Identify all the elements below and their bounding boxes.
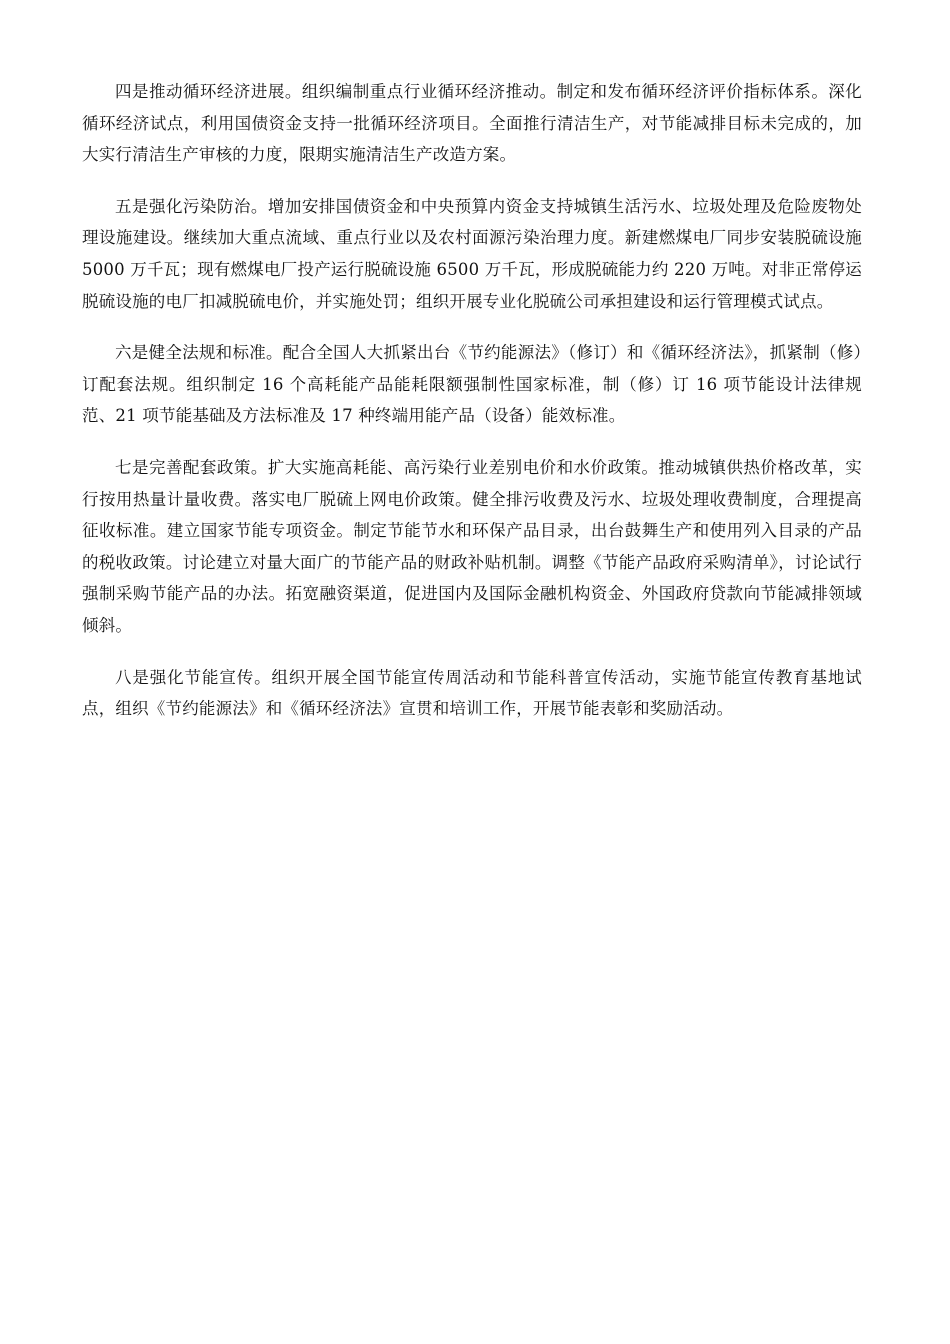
document-body — [82, 76, 862, 745]
paragraph-supporting-policies: 七是完善配套政策。扩大实施高耗能、高污染行业差别电价和水价政策。推动城镇供热价格改革，实行按用热量计量收费。落实电厂脱硫上网电价政策。健全排污收费及污水、垃圾处理收费制度，合理提高征收标准。建立国家节能专项资金。制定节能节水和环保产品目录，出台鼓舞生产和使用列入目录的产品的税收政策。讨论建立对量大面广的节能产品的财政补贴机制。调整《节能产品政府采购清单》，讨论试行强制采购节能产品的办法。拓宽融资渠道，促进国内及国际金融机构资金、外国政府贷款向节能减排领域倾斜。 — [82, 457, 862, 635]
paragraph-laws-standards: 六是健全法规和标准。配合全国人大抓紧出台《节约能源法》（修订）和《循环经济法》，抓紧制（修）订配套法规。组织制定 16 个高耗能产品能耗限额强制性国家标准，制（修）订 16 项节能设计法律规范、21 项节能基础及方法标准及 17 种终端用能产品（设备）能效标准。 — [82, 343, 862, 426]
paragraph-energy-publicity: 八是强化节能宣传。组织开展全国节能宣传周活动和节能科普宣传活动，实施节能宣传教育基地试点，组织《节约能源法》和《循环经济法》宣贯和培训工作，开展节能表彰和奖励活动。 — [82, 667, 862, 719]
paragraph-circular-economy: 四是推动循环经济进展。组织编制重点行业循环经济推动。制定和发布循环经济评价指标体系。深化循环经济试点，利用国债资金支持一批循环经济项目。全面推行清洁生产，对节能减排目标未完成的，加大实行清洁生产审核的力度，限期实施清洁生产改造方案。 — [82, 82, 862, 165]
paragraph-pollution-control: 五是强化污染防治。增加安排国债资金和中央预算内资金支持城镇生活污水、垃圾处理及危险废物处理设施建设。继续加大重点流域、重点行业以及农村面源污染治理力度。新建燃煤电厂同步安装脱硫设施 5000 万千瓦；现有燃煤电厂投产运行脱硫设施 6500 万千瓦，形成脱硫能力约 220 万吨。对非正常停运脱硫设施的电厂扣减脱硫电价，并实施处罚；组织开展专业化脱硫公司承担建设和运行管理模式试点。 — [82, 196, 862, 311]
